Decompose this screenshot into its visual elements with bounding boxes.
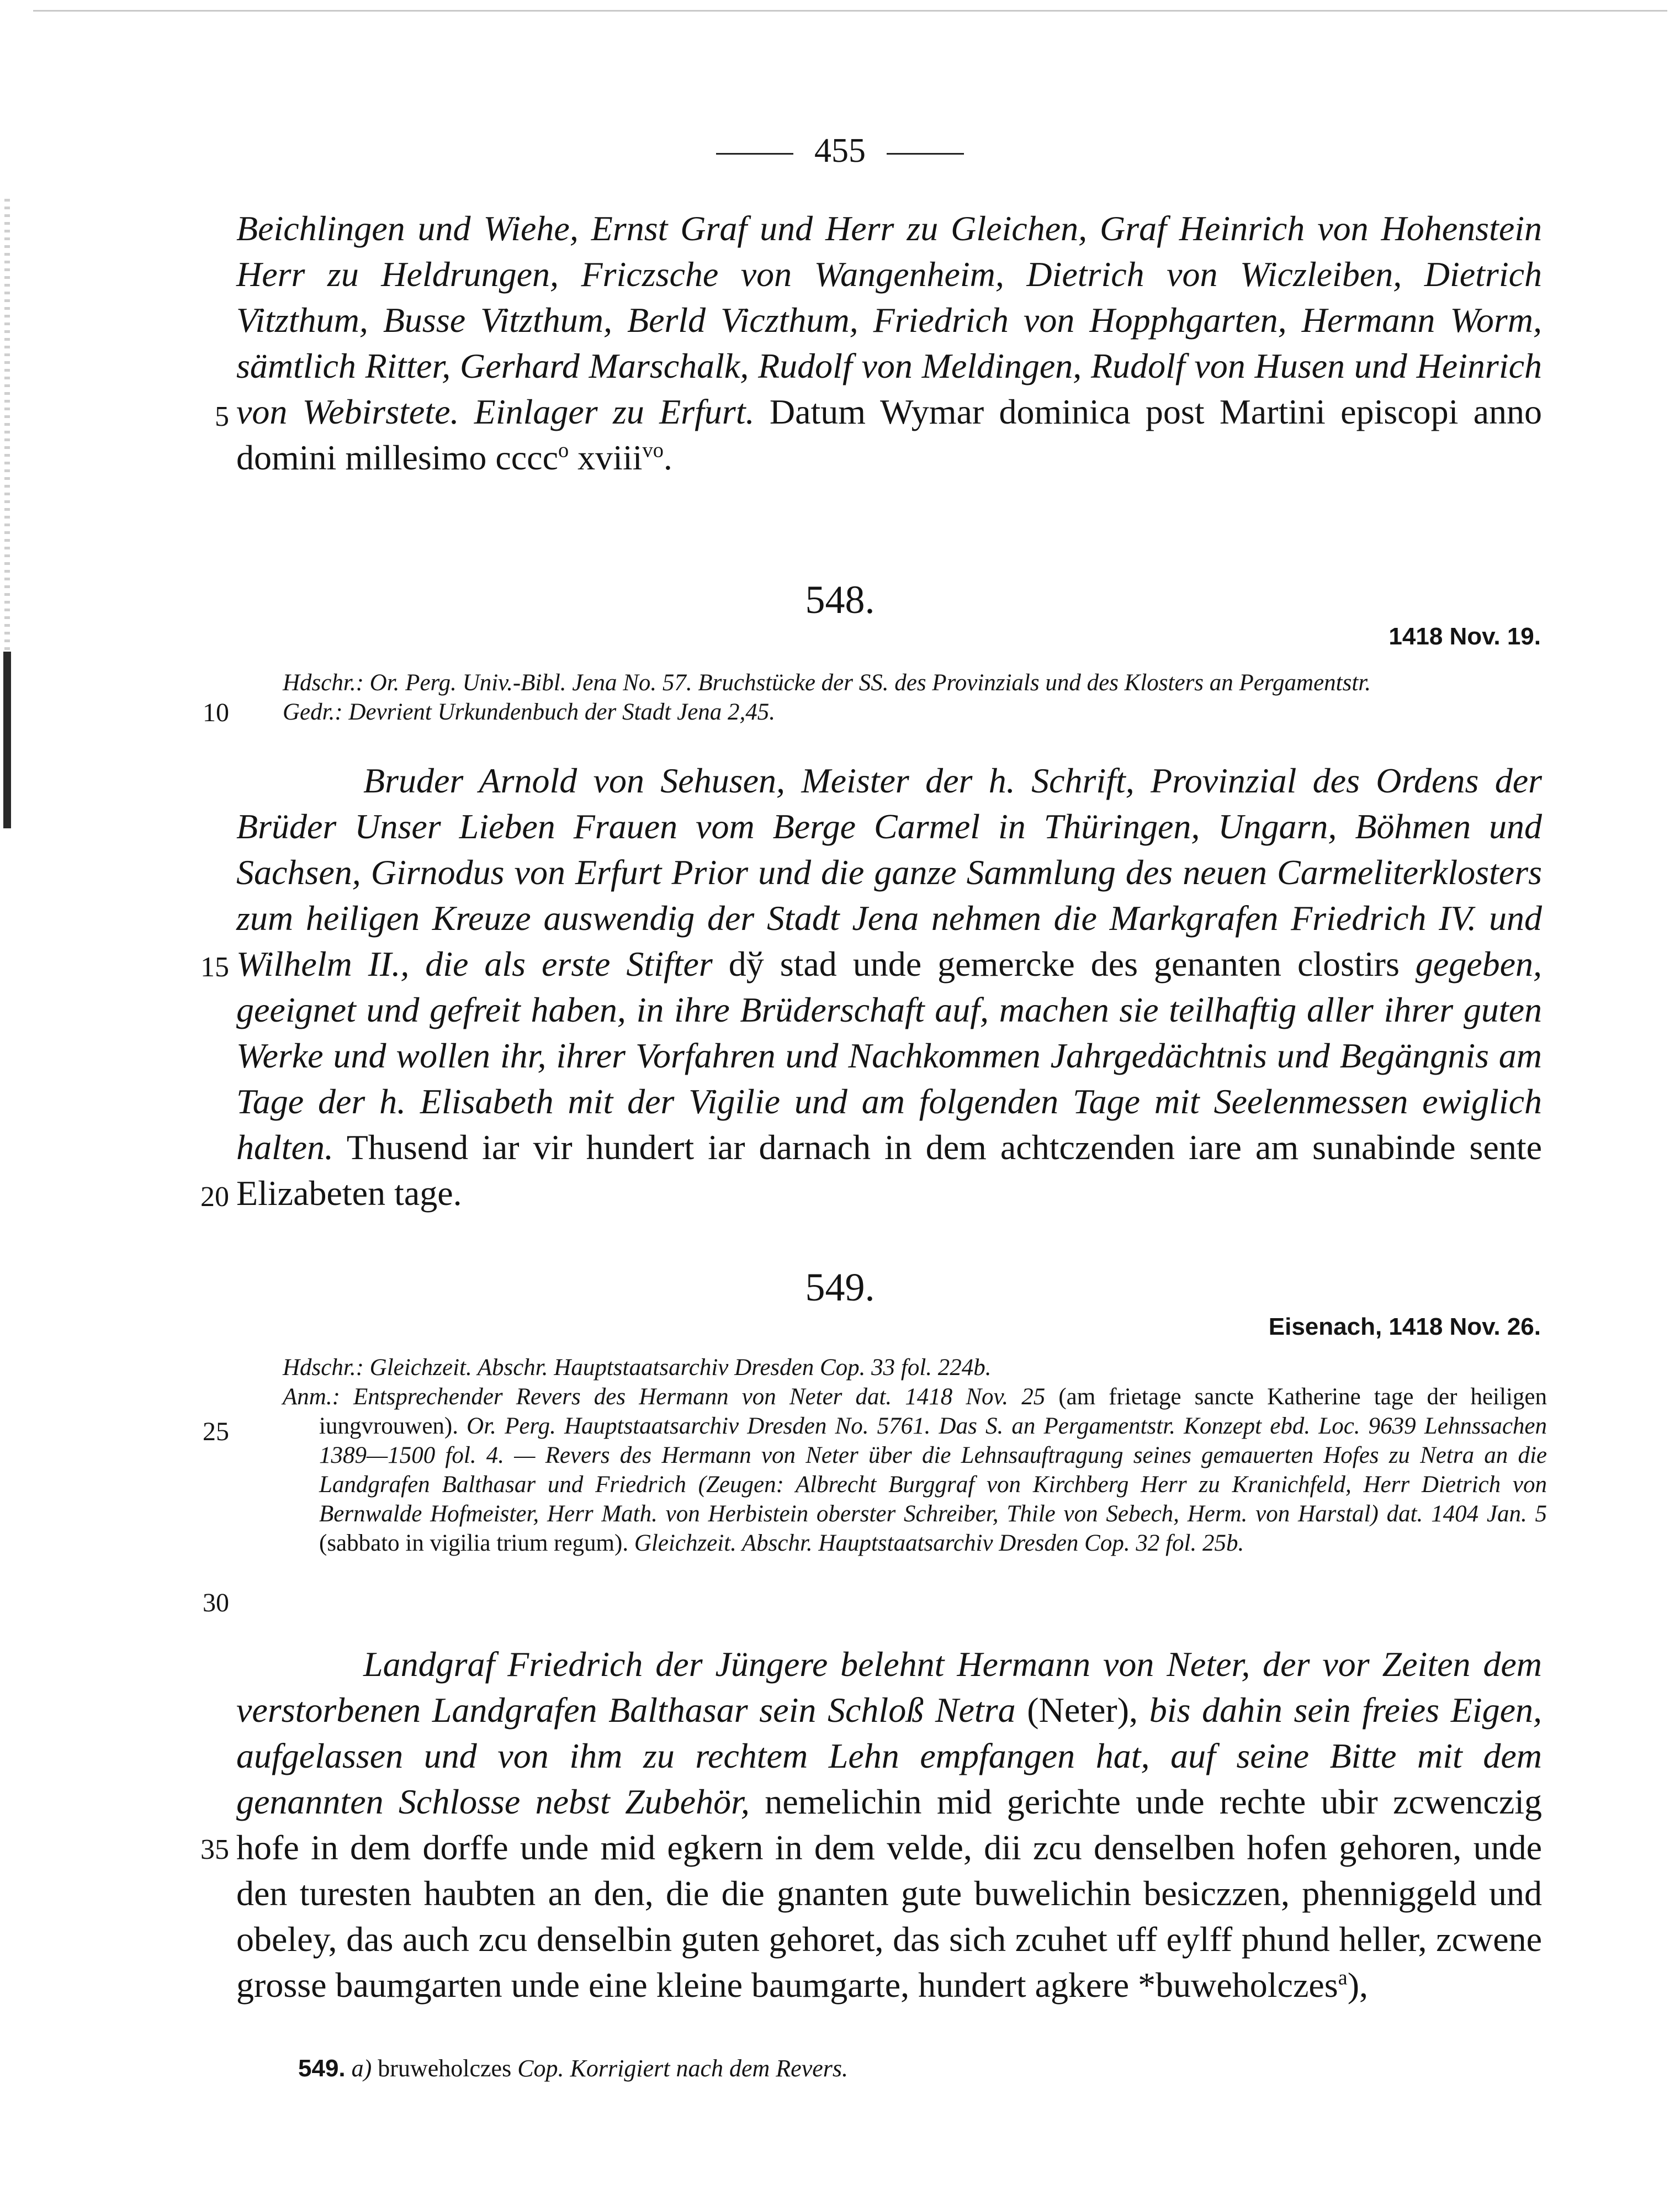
line-number: 5 xyxy=(215,401,229,432)
header-dash-left xyxy=(716,153,793,155)
page-header xyxy=(0,131,1680,171)
line-number: 20 xyxy=(200,1181,229,1213)
source-line: Gedr.: Devrient Urkundenbuch der Stadt Jena 2,45. xyxy=(283,699,776,725)
scan-edge-bar xyxy=(3,652,11,828)
page-number: 455 xyxy=(814,132,866,170)
document-548-text: Bruder Arnold von Sehusen, Meister der h. Schrift, Provinzial des Ordens der Brüder Unser Lieben Frauen vom Berge Carmel in Thüringen, Ungarn, Böhmen und Sachsen, Girnodus von Erfurt Prior und die ganze Sammlung des neuen Carmeliterklosters zum heiligen Kreuze auswendig der Stadt Jena nehmen die Markgrafen Friedrich IV. und Wilhelm II., die als erste Stifter dў stad unde gemercke des genanten clostirs gegeben, geeignet und gefreit haben, in ihre Brüderschaft auf, machen sie teilhaftig aller ihrer guten Werke und wollen ihr, ihrer Vorfahren und Nachkommen Jahrgedächtnis und Begängnis am Tage der h. Elisabeth mit der Vigilie und am folgenden Tage mit Seelenmessen ewiglich halten. Thusend iar vir hundert iar darnach in dem achtczenden iare am sunabinde sente Elizabeten tage. xyxy=(236,761,1543,1213)
scan-top-rule xyxy=(33,10,1667,12)
line-number: 15 xyxy=(200,951,229,983)
document-548-date: 1418 Nov. 19. xyxy=(1388,623,1541,650)
document-549-sources xyxy=(283,1353,1547,1558)
line-number: 30 xyxy=(203,1588,229,1617)
annotation-paragraph: Anm.: Entsprechender Revers des Hermann von Neter dat. 1418 Nov. 25 (am frietage sancte Katherine tage der heiligen iungvrouwen). Or. Perg. Hauptstaatsarchiv Dresden No. 5761. Das S. an Pergamentstr. Konzept ebd. Loc. 9639 Lehnssachen 1389—1500 fol. 4. — Revers des Hermann von Neter über die Lehnsauftragung seines gemauerten Hofes zu Netra an die Landgrafen Balthasar und Friedrich (Zeugen: Albrecht Burggraf von Kirchberg Herr zu Kranichfeld, Herr Dietrich von Bernwalde Hofmeister, Herr Math. von Herbistein oberster Schreiber, Thile von Sebech, Herm. von Harstal) dat. 1404 Jan. 5 (sabbato in vigilia trium regum). Gleichzeit. Abschr. Hauptstaatsarchiv Dresden Cop. 32 fol. 25b. xyxy=(283,1384,1547,1556)
document-549-date: Eisenach, 1418 Nov. 26. xyxy=(1268,1313,1541,1340)
line-number: 25 xyxy=(203,1417,229,1446)
document-549-text: Landgraf Friedrich der Jüngere belehnt Hermann von Neter, der vor Zeiten dem verstorbenen Landgrafen Balthasar sein Schloß Netra (Neter), bis dahin sein freies Eigen, aufgelassen und von ihm zu rechtem Lehn empfangen hat, auf seine Bitte mit dem genannten Schlosse nebst Zubehör, nemelichin mid gerichte unde rechte ubir zcwenczig hofe in dem dorffe unde mid egkern in dem velde, dii zcu denselben hofen gehoren, unde den turesten haubten an den, die die gnanten gute buwelichin besiczzen, phenniggeld und obeley, das auch zcu denselbin guten gehoret, das sich zcuhet uff eylff phund heller, zcwene grosse baumgarten unde eine kleine baumgarte, hundert agkere *buweholczes$^a$), xyxy=(236,1645,1543,2005)
line-number: 10 xyxy=(203,698,229,727)
document-548-sources xyxy=(283,668,1547,727)
source-line: Hdschr.: Or. Perg. Univ.-Bibl. Jena No. 57. Bruchstücke der SS. des Provinzials und des Klosters an Pergamentstr. xyxy=(283,670,1371,696)
footnote: 549. a) bruweholczes Cop. Korrigiert nach dem Revers. xyxy=(298,2055,849,2082)
document-548-number: 548. xyxy=(805,578,875,622)
continuation-paragraph: Beichlingen und Wiehe, Ernst Graf und Herr zu Gleichen, Graf Heinrich von Hohenstein Herr zu Heldrungen, Friczsche von Wangenheim, Dietrich von Wiczleiben, Dietrich Vitzthum, Busse Vitzthum, Berld Viczthum, Friedrich von Hopphgarten, Hermann Worm, sämtlich Ritter, Gerhard Marschalk, Rudolf von Meldingen, Rudolf von Husen und Heinrich von Webirstete. Einlager zu Erfurt. Datum Wymar dominica post Martini episcopi anno domini millesimo cccc$^o$ xviii$^{vo}$. xyxy=(236,209,1543,477)
header-dash-right xyxy=(887,153,964,155)
document-549-number: 549. xyxy=(805,1265,875,1309)
line-number: 35 xyxy=(200,1834,229,1865)
source-line: Hdschr.: Gleichzeit. Abschr. Hauptstaatsarchiv Dresden Cop. 33 fol. 224b. xyxy=(283,1355,992,1381)
